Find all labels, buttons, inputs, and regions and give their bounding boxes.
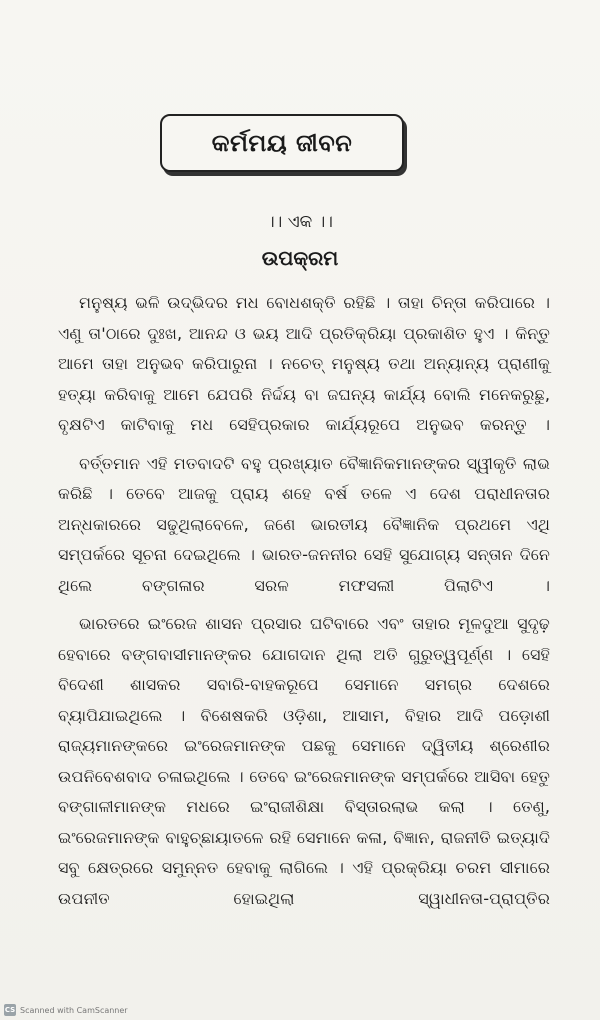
paragraph-1: ମନୁଷ୍ୟ ଭଳି ଉଦ୍ଭିଦର ମଧ ବୋଧଶକ୍ତି ରହିଛି । ତାହା ଚିନ୍ତା କରିପାରେ । ଏଣୁ ତା'ଠାରେ ଦୁଃଖ, ଆନନ୍ଦ ଓ ଭୟ ଆଦି ପ୍ରତିକ୍ରିୟା ପ୍ରକାଶିତ ହୁଏ । କିନ୍ତୁ ଆମେ ତାହା ଅନୁଭବ କରିପାରୁନା । ନଚେତ୍ ମନୁଷ୍ୟ ତଥା ଅନ୍ୟାନ୍ୟ ପ୍ରାଣୀକୁ ହତ୍ୟା କରିବାକୁ ଆମେ ଯେପରି ନିର୍ଦ୍ଦୟ ବା ଜଘନ୍ୟ କାର୍ଯ୍ୟ ବୋଲି ମନେକରୁଛୁ, ବୃକ୍ଷଟିଏ କାଟିବାକୁ ମଧ ସେହିପ୍ରକାର କାର୍ଯ୍ୟରୂପେ ଅନୁଭବ କରନ୍ତୁ । [58,293,550,434]
watermark-label: Scanned with CamScanner [20,1005,128,1015]
chapter-title-box [160,114,404,172]
paragraph-2: ବର୍ତ୍ତମାନ ଏହି ମତବାଦଟି ବହୁ ପ୍ରଖ୍ୟାତ ବୈଜ୍ଞାନିକମାନଙ୍କର ସ୍ୱୀକୃତି ଲାଭ କରିଛି । ତେବେ ଆଜକୁ ପ୍ରାୟ ଶହେ ବର୍ଷ ତଳେ ଏ ଦେଶ ପରାଧୀନତାର ଅନ୍ଧକାରରେ ସଢୁଥିଲାବେଳେ, ଜଣେ ଭାରତୀୟ ବୈଜ୍ଞାନିକ ପ୍ରଥମେ ଏଥି ସମ୍ପର୍କରେ ସୂଚନା ଦେଇଥିଲେ । ଭାରତ-ଜନନୀର ସେହି ସୁଯୋଗ୍ୟ ସନ୍ତାନ ଦିନେ ଥିଲେ ବଙ୍ଗଳାର ସରଳ ମଫସଲୀ ପିଲାଟିଏ । [58,453,550,595]
body-text [58,288,550,922]
scanner-watermark [4,1004,128,1016]
section-subtitle: ଉପକ୍ରମ [261,246,339,270]
chapter-number: ।। ଏକ ।। [267,212,333,232]
camscanner-logo-icon: CS [4,1006,16,1014]
paragraph-3: ଭାରତରେ ଇଂରେଜ ଶାସନ ପ୍ରସାର ଘଟିବାରେ ଏବଂ ତାହାର ମୂଳଦୁଆ ସୁଦୃଢ଼ ହେବାରେ ବଙ୍ଗବାସୀମାନଙ୍କର ଯୋଗଦାନ ଥିଲା ଅତି ଗୁରୁତ୍ୱପୂର୍ଣ୍ଣ । ସେହି ବିଦେଶୀ ଶାସକର ସବାରି-ବାହକରୂପେ ସେମାନେ ସମଗ୍ର ଦେଶରେ ବ୍ୟାପିଯାଇଥିଲେ । ବିଶେଷକରି ଓଡ଼ିଶା, ଆସାମ, ବିହାର ଆଦି ପଡ଼ୋଶୀ ରାଜ୍ୟମାନଙ୍କରେ ଇଂରେଜମାନଙ୍କ ପଛକୁ ସେମାନେ ଦ୍ୱିତୀୟ ଶ୍ରେଣୀର ଉପନିବେଶବାଦ ଚଳାଇଥିଲେ । ତେବେ ଇଂରେଜମାନଙ୍କ ସମ୍ପର୍କରେ ଆସିବା ହେତୁ ବଙ୍ଗାଳୀମାନଙ୍କ ମଧରେ ଇଂରାଜୀଶିକ୍ଷା ବିସ୍ତାରଲାଭ କଲା । ତେଣୁ, ଇଂରେଜମାନଙ୍କ ବାହୁଚ୍ଛାୟାତଳେ ରହି ସେମାନେ କଳା, ବିଜ୍ଞାନ, ରାଜନୀତି ଇତ୍ୟାଦି ସବୁ କ୍ଷେତ୍ରରେ ସମୁନ୍ନତ ହେବାକୁ ଲାଗିଲେ । ଏହି ପ୍ରକ୍ରିୟା ଚରମ ସୀମାରେ ଉପନୀତ ହୋଇଥିଲା ସ୍ୱାଧୀନତା-ପ୍ରାପ୍ତିର [58,614,550,908]
chapter-title: କର୍ମମୟ ଜୀବନ [211,129,353,157]
